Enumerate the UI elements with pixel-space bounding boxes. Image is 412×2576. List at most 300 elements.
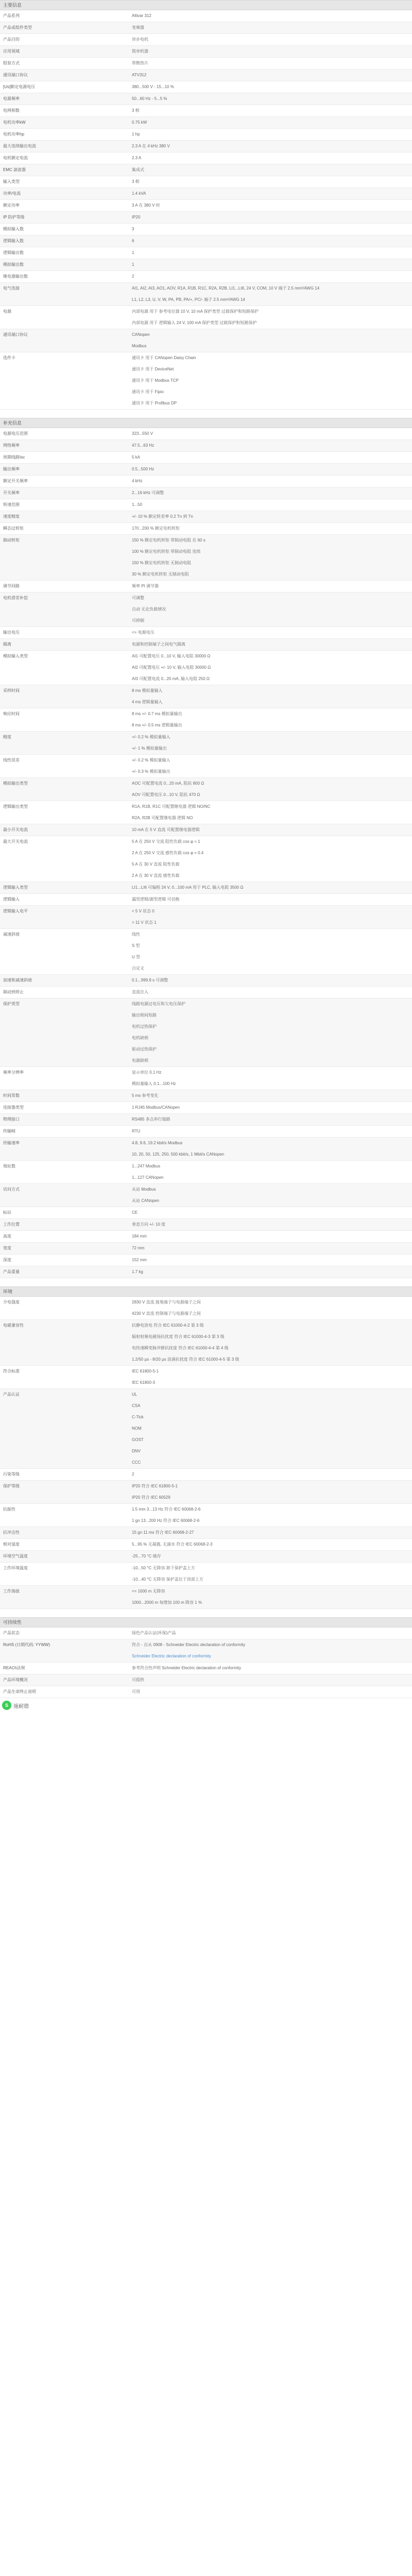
spec-label: 宽度	[0, 1243, 129, 1255]
spec-value-line: < 5 V 状态 0	[132, 909, 154, 913]
spec-row	[0, 1686, 412, 1698]
spec-value-line: 带散热片	[132, 61, 148, 65]
spec-row	[0, 732, 412, 755]
spec-label: 最小开关电流	[0, 824, 129, 836]
spec-value	[129, 212, 412, 224]
spec-value	[129, 1138, 412, 1161]
spec-value	[129, 1114, 412, 1126]
spec-value-line: IEC 61800-5-1	[132, 1369, 159, 1374]
spec-label: 组装方式	[0, 58, 129, 70]
spec-value-line: 0.5...500 Hz	[132, 467, 154, 471]
spec-label: 电源	[0, 306, 129, 329]
spec-label: 产品目的	[0, 34, 129, 46]
spec-label: 产品认证	[0, 1389, 129, 1469]
spec-value	[129, 1628, 412, 1639]
spec-row	[0, 882, 412, 894]
spec-value-line: 2.3 A	[132, 156, 142, 160]
spec-value-line: 3 A 在 380 V 时	[132, 203, 160, 208]
spec-label: 网络频率	[0, 440, 129, 452]
spec-value	[129, 117, 412, 129]
section-gap	[0, 1609, 412, 1617]
spec-value-line: +/- 0.2 % 模拟量输入	[132, 758, 170, 762]
spec-value-line: 1	[132, 250, 134, 255]
spec-value-line: S 型	[132, 943, 140, 948]
spec-row	[0, 581, 412, 592]
spec-value-line: AI1 可配置电压 0...10 V, 输入电阻 30000 Ω	[132, 654, 211, 658]
spec-value-line: 0.1...999.9 s 可调整	[132, 978, 168, 982]
spec-value	[129, 1527, 412, 1539]
spec-value	[129, 164, 412, 176]
spec-label: 抗振性	[0, 1504, 129, 1527]
spec-value-line: 3 相	[132, 108, 140, 113]
spec-row	[0, 58, 412, 70]
spec-label: 应用领域	[0, 46, 129, 58]
spec-value-line: 漏型逻辑/源型逻辑 可切换	[132, 897, 180, 902]
spec-value	[129, 639, 412, 651]
spec-label: 制动转矩	[0, 535, 129, 581]
spec-value	[129, 1297, 412, 1320]
spec-value	[129, 259, 412, 271]
spec-value	[129, 755, 412, 778]
spec-row	[0, 105, 412, 117]
spec-value	[129, 235, 412, 247]
spec-value-line: IEC 61800-3	[132, 1380, 155, 1385]
spec-value	[129, 452, 412, 464]
spec-value	[129, 247, 412, 259]
spec-value-line: 0.75 kW	[132, 120, 147, 125]
spec-value-line: 1...50	[132, 502, 143, 507]
spec-value-line: RTU	[132, 1129, 141, 1133]
spec-label: 功率/电流	[0, 188, 129, 200]
spec-label: 采样时间	[0, 685, 129, 708]
spec-value-line: <= 1000 m 无降容	[132, 1589, 165, 1594]
spec-value-line: +/- 1 % 模拟量输出	[132, 746, 167, 751]
spec-value-line: 1000...2000 m 每增加 100 m 降容 1 %	[132, 1600, 202, 1605]
spec-value	[129, 176, 412, 188]
spec-label: 电机额定电流	[0, 152, 129, 164]
spec-value-line: 152 mm	[132, 1258, 147, 1262]
spec-value-line: 可用	[132, 1689, 140, 1694]
spec-row	[0, 452, 412, 464]
spec-value-line: 通讯卡 用于 Modbus TCP	[132, 378, 179, 383]
spec-row	[0, 271, 412, 283]
spec-label: 额定功率	[0, 200, 129, 212]
spec-row	[0, 906, 412, 929]
spec-value-line: IP20	[132, 215, 141, 219]
spec-row	[0, 1255, 412, 1266]
spec-value	[129, 22, 412, 34]
spec-value-line: DNV	[132, 1449, 141, 1453]
spec-label: 标识	[0, 1207, 129, 1219]
spec-row	[0, 352, 412, 410]
spec-label: 产品或组件类型	[0, 22, 129, 34]
spec-label: 继电器输出数	[0, 271, 129, 283]
spec-row	[0, 1628, 412, 1639]
spec-value	[129, 93, 412, 105]
spec-label: 线性误差	[0, 755, 129, 778]
spec-label: 介电强度	[0, 1297, 129, 1320]
spec-value	[129, 836, 412, 882]
spec-row	[0, 894, 412, 906]
spec-label: 模拟输出数	[0, 259, 129, 271]
spec-label: 抗冲击性	[0, 1527, 129, 1539]
spec-row	[0, 685, 412, 708]
spec-row	[0, 129, 412, 141]
spec-value-line: GOST	[132, 1437, 144, 1442]
spec-value	[129, 105, 412, 117]
spec-value-line: 抗静电放电 符合 IEC 61000-4-2 第 3 级	[132, 1323, 204, 1328]
spec-label: 污染等级	[0, 1469, 129, 1481]
spec-value-line: 323...550 V	[132, 431, 153, 436]
spec-row	[0, 499, 412, 511]
spec-value	[129, 651, 412, 685]
spec-label: IP 防护等级	[0, 212, 129, 224]
spec-value-line: 内部电源 用于 参考电位器 10 V, 10 mA 保护类型 过载保护和短路保护	[132, 309, 259, 314]
spec-label: 电源频率	[0, 93, 129, 105]
spec-value	[129, 882, 412, 894]
spec-value-line: ATV312	[132, 73, 147, 77]
spec-value-line: 辐射射频电磁场抗扰度 符合 IEC 61000-4-3 第 3 级	[132, 1334, 225, 1339]
spec-label: 电机功率hp	[0, 129, 129, 141]
spec-value-line: 3	[132, 227, 134, 231]
spec-value-line: 绿色产品认证(环保)产品	[132, 1631, 176, 1635]
spec-value-line: 自动 无论负载情况	[132, 607, 166, 612]
spec-row	[0, 440, 412, 452]
spec-row	[0, 1504, 412, 1527]
footer	[0, 1698, 412, 1713]
spec-value	[129, 592, 412, 627]
spec-value-line: 可调整	[132, 596, 144, 600]
spec-row	[0, 1469, 412, 1481]
spec-label: 逻辑输出类型	[0, 801, 129, 824]
spec-value	[129, 894, 412, 906]
spec-row	[0, 592, 412, 627]
spec-value	[129, 46, 412, 58]
spec-value	[129, 1639, 412, 1663]
spec-row	[0, 708, 412, 732]
spec-value-line: 4.8, 9.6, 19.2 kbit/s Modbus	[132, 1141, 183, 1145]
spec-value-line: 2	[132, 1472, 134, 1477]
spec-row	[0, 428, 412, 440]
spec-row	[0, 1114, 412, 1126]
spec-label: 产品重量	[0, 1266, 129, 1278]
spec-value-line: 1.5 mm 3...13 Hz 符合 IEC 60068-2-6	[132, 1507, 201, 1512]
spec-value-line: CSA	[132, 1403, 141, 1408]
spec-value-line: -10...40 °C 无降容 保护盖位于顶部上方	[132, 1577, 203, 1582]
spec-row	[0, 329, 412, 352]
spec-value-line: 150 % 额定电机转矩 无制动电阻	[132, 561, 192, 565]
spec-row	[0, 987, 412, 998]
spec-value-line: 符合 - 自从 0908 - Schneider Electric declaration of conformity	[132, 1642, 246, 1647]
spec-label: RoHS (日期代码: YYWW)	[0, 1639, 129, 1663]
spec-value	[129, 352, 412, 410]
spec-row	[0, 259, 412, 271]
spec-label: 产品环境概况	[0, 1674, 129, 1686]
spec-value-line: 8 ms 模拟量输入	[132, 688, 163, 693]
spec-value	[129, 428, 412, 440]
spec-row	[0, 164, 412, 176]
spec-row	[0, 1563, 412, 1586]
spec-value-line: 可抑制	[132, 618, 144, 623]
spec-value-line: R1A, R1B, R1C 可配置继电器 逻辑 NO/NC	[132, 804, 211, 809]
spec-value	[129, 464, 412, 476]
spec-value-line: 2.3 A 在 4 kHz 380 V	[132, 144, 170, 148]
spec-value-line: 电源和控制端子之间电气隔离	[132, 642, 185, 647]
spec-value	[129, 1389, 412, 1469]
spec-value-line: 2 A 在 30 V 直流 感性负载	[132, 873, 180, 878]
spec-value-line: -10...50 °C 无降容 卸下保护盖上方	[132, 1566, 195, 1570]
spec-row	[0, 22, 412, 34]
spec-value-line: 380...500 V - 15...10 %	[132, 84, 174, 89]
spec-value-line: Modbus	[132, 344, 147, 348]
spec-row	[0, 1102, 412, 1114]
spec-value-line: +/- 0.2 % 模拟量输入	[132, 735, 170, 739]
spec-row	[0, 1639, 412, 1663]
spec-value-line: +/- 10 % 额定转差率 0.2 Tn 到 Tn	[132, 514, 193, 519]
spec-value	[129, 188, 412, 200]
spec-value-line: 显示单位 0.1 Hz	[132, 1070, 162, 1075]
spec-value-line: 170...200 % 额定电机转矩	[132, 526, 180, 531]
spec-value-line: 1.7 kg	[132, 1269, 143, 1274]
spec-label: 输入类型	[0, 176, 129, 188]
spec-value	[129, 929, 412, 975]
spec-label: 额定开关频率	[0, 476, 129, 487]
spec-value-line: 1 gn 13...200 Hz 符合 IEC 60068-2-6	[132, 1518, 200, 1523]
spec-value	[129, 732, 412, 755]
spec-value	[129, 1090, 412, 1102]
spec-value	[129, 523, 412, 535]
spec-value-line: > 11 V 状态 1	[132, 920, 157, 925]
spec-value	[129, 70, 412, 81]
spec-value-line: UL	[132, 1392, 138, 1397]
spec-value-line: 驱动过热保护	[132, 1047, 157, 1052]
spec-value	[129, 1481, 412, 1504]
spec-row	[0, 34, 412, 46]
spec-row	[0, 929, 412, 975]
spec-label: 开关频率	[0, 487, 129, 499]
spec-row	[0, 1297, 412, 1320]
spec-value-line: 电源缺相	[132, 1058, 148, 1063]
spec-value	[129, 1366, 412, 1389]
spec-value	[129, 535, 412, 581]
spec-row	[0, 1067, 412, 1090]
spec-row	[0, 1161, 412, 1184]
spec-value	[129, 271, 412, 283]
spec-value	[129, 1126, 412, 1138]
spec-value-line: IP20 符合 IEC 60529	[132, 1495, 170, 1500]
spec-label: 电磁兼容性	[0, 1320, 129, 1366]
spec-value	[129, 1469, 412, 1481]
spec-value-line: 从站 CANopen	[132, 1198, 159, 1203]
spec-table	[0, 428, 412, 1278]
spec-label: 产品系列	[0, 10, 129, 22]
spec-row	[0, 778, 412, 801]
spec-value-line: -25...70 °C 储存	[132, 1554, 161, 1558]
spec-value-line: 通讯卡 用于 Fipio	[132, 389, 164, 394]
spec-row	[0, 1243, 412, 1255]
spec-value-line: 1...247 Modbus	[132, 1164, 161, 1168]
spec-value	[129, 1067, 412, 1090]
spec-label: 输出频率	[0, 464, 129, 476]
spec-value-line: 电机缺相	[132, 1036, 148, 1040]
spec-value-line: 1 hp	[132, 132, 140, 137]
spec-row	[0, 1266, 412, 1278]
spec-label: 响应时间	[0, 708, 129, 732]
spec-value	[129, 1219, 412, 1231]
spec-value-line: 8 ms +/- 0.7 ms 模拟量输出	[132, 711, 182, 716]
spec-row	[0, 1527, 412, 1539]
spec-row	[0, 117, 412, 129]
spec-value-line: 100 % 额定电机转矩 带制动电阻 连续	[132, 549, 201, 554]
spec-label: 加速和减速斜坡	[0, 975, 129, 987]
spec-value-line: 通讯卡 用于 Profibus DP	[132, 401, 177, 405]
spec-row	[0, 836, 412, 882]
spec-label: 最大开关电流	[0, 836, 129, 882]
spec-value-line: 线性	[132, 932, 140, 937]
spec-value-line: U 型	[132, 955, 140, 959]
spec-value-line: 参考符合性声明 Schneider Electric declaration of conformity	[132, 1666, 242, 1670]
spec-value	[129, 329, 412, 352]
spec-row	[0, 535, 412, 581]
spec-label: 符合标准	[0, 1366, 129, 1389]
spec-label: 预期线路Isc	[0, 452, 129, 464]
spec-row	[0, 93, 412, 105]
spec-value-line: +/- 0.3 % 模拟量输出	[132, 769, 170, 774]
spec-row	[0, 476, 412, 487]
spec-value-line: 频率 PI 调节器	[132, 584, 159, 588]
spec-value-line: 线路电源过电压和欠电压保护	[132, 1002, 185, 1006]
brand-text: 施耐德	[13, 1703, 29, 1709]
spec-value-line: CANopen	[132, 332, 150, 337]
spec-row	[0, 1481, 412, 1504]
spec-label: 逻辑输入数	[0, 235, 129, 247]
spec-value-line: 1.4 kVA	[132, 191, 146, 196]
spec-value-line: 4 ms 逻辑量输入	[132, 700, 163, 704]
spec-label: 访问方式	[0, 1184, 129, 1207]
spec-row	[0, 1586, 412, 1609]
spec-value-line: 5 A 在 30 V 直流 阻性负载	[132, 862, 180, 867]
spec-label: 模拟输入数	[0, 224, 129, 235]
spec-value	[129, 81, 412, 93]
spec-value-line: 5 ms 参考变化	[132, 1093, 159, 1098]
spec-row	[0, 1663, 412, 1674]
spec-row	[0, 176, 412, 188]
spec-value	[129, 1207, 412, 1219]
spec-value	[129, 685, 412, 708]
spec-value-line: 自定义	[132, 966, 144, 971]
spec-value-line: 47.5...63 Hz	[132, 443, 154, 448]
spec-label: 模拟输入类型	[0, 651, 129, 685]
spec-value-line: 通讯卡 用于 DeviceNet	[132, 367, 174, 371]
spec-row	[0, 1090, 412, 1102]
spec-row	[0, 998, 412, 1067]
spec-row	[0, 1320, 412, 1366]
spec-row	[0, 627, 412, 639]
spec-value-line: 15 gn 11 ms 符合 IEC 60068-2-27	[132, 1530, 194, 1535]
spec-value-line: 150 % 额定电机转矩 带制动电阻 在 60 s	[132, 538, 205, 543]
spec-value	[129, 708, 412, 732]
spec-value	[129, 1504, 412, 1527]
section-title: 补充信息	[0, 418, 412, 428]
spec-link[interactable]: Schneider Electric declaration of conformity	[132, 1654, 211, 1658]
spec-value	[129, 224, 412, 235]
spec-value-line: 5 kA	[132, 455, 141, 460]
spec-label: 电机功率kW	[0, 117, 129, 129]
spec-label: 电源电压范围	[0, 428, 129, 440]
spec-value-line: 集成式	[132, 167, 144, 172]
spec-row	[0, 651, 412, 685]
spec-row	[0, 523, 412, 535]
spec-table	[0, 1628, 412, 1698]
spec-value	[129, 1161, 412, 1184]
spec-value-line: Altivar 312	[132, 13, 151, 18]
spec-value	[129, 10, 412, 22]
spec-row	[0, 1231, 412, 1243]
spec-value	[129, 987, 412, 998]
spec-value	[129, 141, 412, 152]
spec-label: 输出电压	[0, 627, 129, 639]
section-gap	[0, 410, 412, 418]
spec-label: 连接器类型	[0, 1102, 129, 1114]
spec-label: 通讯端口协议	[0, 329, 129, 352]
spec-value	[129, 1266, 412, 1278]
spec-label: 减速斜坡	[0, 929, 129, 975]
section-gap	[0, 1278, 412, 1286]
spec-label: 选件卡	[0, 352, 129, 410]
spec-value-line: 2830 V 直流 接地端子与电源端子之间	[132, 1300, 201, 1304]
spec-value	[129, 1243, 412, 1255]
spec-label: REACh法规	[0, 1663, 129, 1674]
spec-value-line: 1...127 CANopen	[132, 1175, 164, 1180]
spec-value	[129, 627, 412, 639]
spec-row	[0, 487, 412, 499]
spec-label: 深度	[0, 1255, 129, 1266]
spec-label: 逻辑输出数	[0, 247, 129, 259]
spec-row	[0, 464, 412, 476]
spec-row	[0, 152, 412, 164]
spec-label: 时间常数	[0, 1090, 129, 1102]
spec-value-line: 4 kHz	[132, 479, 143, 483]
spec-value-line: 直流注入	[132, 990, 148, 994]
spec-label: 工作环境温度	[0, 1563, 129, 1586]
spec-value-line: 异步电机	[132, 37, 148, 42]
spec-value-line: 72 mm	[132, 1246, 145, 1250]
spec-row	[0, 141, 412, 152]
spec-value-line: R2A, R2B 可配置继电器 逻辑 NO	[132, 816, 193, 820]
spec-label: 电网相数	[0, 105, 129, 117]
spec-row	[0, 1539, 412, 1551]
spec-value-line: 5...95 % 无凝露, 无滴水 符合 IEC 60068-2-3	[132, 1542, 213, 1547]
spec-label: 最大连续输出电流	[0, 141, 129, 152]
spec-value-line: IP20 符合 IEC 61800-5-1	[132, 1484, 178, 1488]
spec-value	[129, 1102, 412, 1114]
spec-value	[129, 440, 412, 452]
spec-row	[0, 755, 412, 778]
spec-value-line: AOV 可配置电压 0...10 V, 阻抗 470 Ω	[132, 792, 200, 797]
section-title: 环境	[0, 1286, 412, 1297]
spec-row	[0, 1551, 412, 1563]
spec-label: 调节回路	[0, 581, 129, 592]
spec-value	[129, 476, 412, 487]
spec-value-line: 可提供	[132, 1677, 144, 1682]
spec-value	[129, 1551, 412, 1563]
spec-value-line: 4230 V 直流 控制端子与电源端子之间	[132, 1311, 201, 1316]
spec-label: 速度精度	[0, 511, 129, 523]
spec-value-line: AI2 可配置电压 +/- 10 V, 输入电阻 30000 Ω	[132, 665, 211, 670]
spec-value-line: 8 ms +/- 0.5 ms 逻辑量输出	[132, 723, 182, 727]
section-title: 主要信息	[0, 0, 412, 10]
spec-row	[0, 801, 412, 824]
